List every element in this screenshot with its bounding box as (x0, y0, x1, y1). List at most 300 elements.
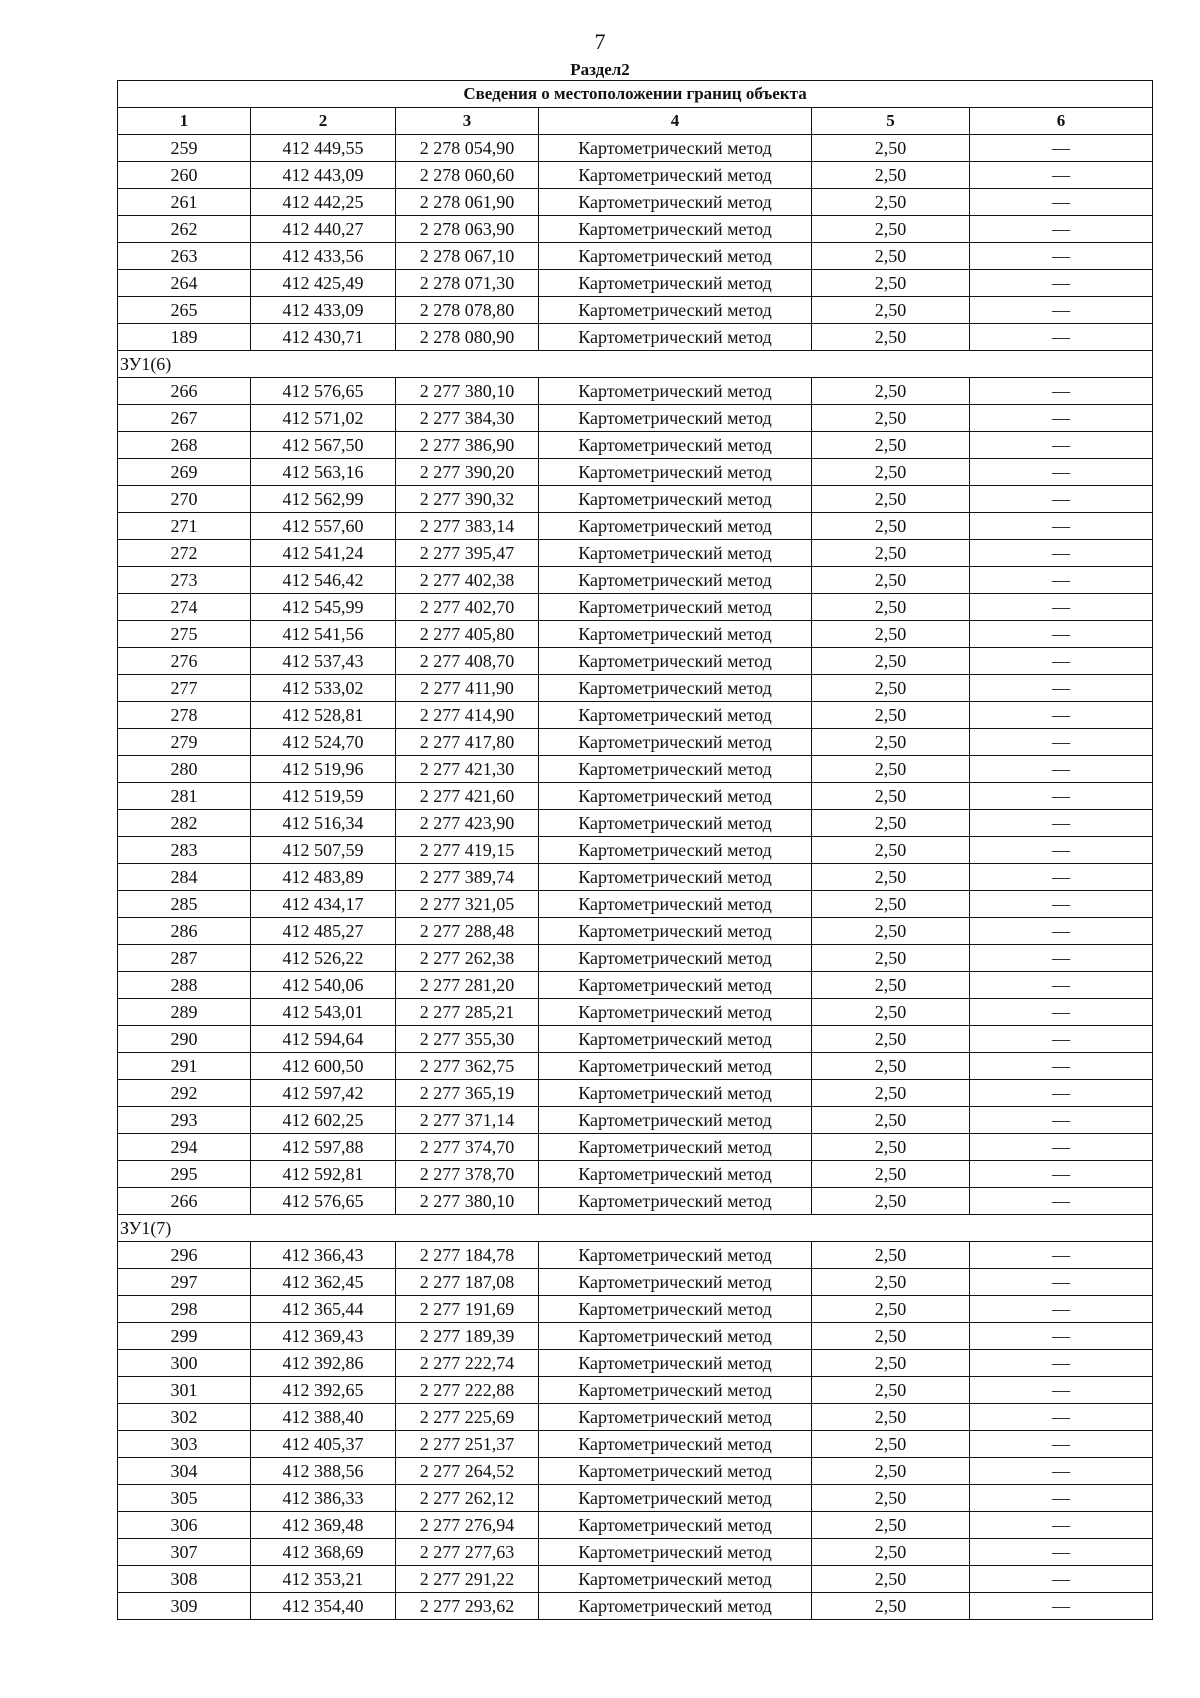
method-cell: Картометрический метод (539, 513, 812, 540)
x-coordinate-cell: 412 567,50 (251, 432, 396, 459)
accuracy-cell: 2,50 (812, 513, 970, 540)
y-coordinate-cell: 2 277 276,94 (396, 1512, 539, 1539)
table-row (118, 1134, 1153, 1161)
method-cell: Картометрический метод (539, 837, 812, 864)
y-coordinate-cell: 2 277 414,90 (396, 702, 539, 729)
x-coordinate-cell: 412 597,88 (251, 1134, 396, 1161)
x-coordinate-cell: 412 366,43 (251, 1242, 396, 1269)
table-title: Сведения о местоположении границ объекта (118, 81, 1153, 108)
accuracy-cell: 2,50 (812, 1161, 970, 1188)
accuracy-cell: 2,50 (812, 189, 970, 216)
accuracy-cell: 2,50 (812, 1242, 970, 1269)
note-cell: — (970, 972, 1153, 999)
point-number-cell: 272 (118, 540, 251, 567)
table-row (118, 135, 1153, 162)
method-cell: Картометрический метод (539, 432, 812, 459)
x-coordinate-cell: 412 368,69 (251, 1539, 396, 1566)
method-cell: Картометрический метод (539, 1458, 812, 1485)
accuracy-cell: 2,50 (812, 1539, 970, 1566)
table-row (118, 1593, 1153, 1620)
method-cell: Картометрический метод (539, 1188, 812, 1215)
x-coordinate-cell: 412 392,86 (251, 1350, 396, 1377)
accuracy-cell: 2,50 (812, 837, 970, 864)
method-cell: Картометрический метод (539, 1269, 812, 1296)
accuracy-cell: 2,50 (812, 621, 970, 648)
note-cell: — (970, 1566, 1153, 1593)
point-number-cell: 289 (118, 999, 251, 1026)
y-coordinate-cell: 2 278 054,90 (396, 135, 539, 162)
accuracy-cell: 2,50 (812, 729, 970, 756)
point-number-cell: 274 (118, 594, 251, 621)
note-cell: — (970, 1323, 1153, 1350)
accuracy-cell: 2,50 (812, 864, 970, 891)
method-cell: Картометрический метод (539, 1242, 812, 1269)
method-cell: Картометрический метод (539, 1431, 812, 1458)
note-cell: — (970, 216, 1153, 243)
x-coordinate-cell: 412 557,60 (251, 513, 396, 540)
note-cell: — (970, 891, 1153, 918)
point-number-cell: 287 (118, 945, 251, 972)
method-cell: Картометрический метод (539, 621, 812, 648)
point-number-cell: 263 (118, 243, 251, 270)
note-cell: — (970, 756, 1153, 783)
point-number-cell: 270 (118, 486, 251, 513)
method-cell: Картометрический метод (539, 405, 812, 432)
note-cell: — (970, 432, 1153, 459)
table-row (118, 1431, 1153, 1458)
note-cell: — (970, 459, 1153, 486)
y-coordinate-cell: 2 277 264,52 (396, 1458, 539, 1485)
x-coordinate-cell: 412 546,42 (251, 567, 396, 594)
point-number-cell: 296 (118, 1242, 251, 1269)
accuracy-cell: 2,50 (812, 378, 970, 405)
accuracy-cell: 2,50 (812, 1053, 970, 1080)
y-coordinate-cell: 2 277 408,70 (396, 648, 539, 675)
note-cell: — (970, 243, 1153, 270)
point-number-cell: 275 (118, 621, 251, 648)
note-cell: — (970, 540, 1153, 567)
method-cell: Картометрический метод (539, 162, 812, 189)
y-coordinate-cell: 2 277 402,70 (396, 594, 539, 621)
column-header: 5 (812, 108, 970, 135)
x-coordinate-cell: 412 541,56 (251, 621, 396, 648)
note-cell: — (970, 729, 1153, 756)
table-row (118, 162, 1153, 189)
x-coordinate-cell: 412 545,99 (251, 594, 396, 621)
point-number-cell: 299 (118, 1323, 251, 1350)
accuracy-cell: 2,50 (812, 810, 970, 837)
accuracy-cell: 2,50 (812, 1080, 970, 1107)
y-coordinate-cell: 2 278 061,90 (396, 189, 539, 216)
point-number-cell: 282 (118, 810, 251, 837)
x-coordinate-cell: 412 442,25 (251, 189, 396, 216)
y-coordinate-cell: 2 277 262,38 (396, 945, 539, 972)
point-number-cell: 297 (118, 1269, 251, 1296)
point-number-cell: 266 (118, 1188, 251, 1215)
y-coordinate-cell: 2 277 222,74 (396, 1350, 539, 1377)
accuracy-cell: 2,50 (812, 594, 970, 621)
y-coordinate-cell: 2 277 365,19 (396, 1080, 539, 1107)
point-number-cell: 303 (118, 1431, 251, 1458)
note-cell: — (970, 189, 1153, 216)
y-coordinate-cell: 2 277 277,63 (396, 1539, 539, 1566)
y-coordinate-cell: 2 277 421,60 (396, 783, 539, 810)
group-header-row (118, 351, 1153, 378)
table-row (118, 729, 1153, 756)
x-coordinate-cell: 412 386,33 (251, 1485, 396, 1512)
y-coordinate-cell: 2 277 386,90 (396, 432, 539, 459)
note-cell: — (970, 1188, 1153, 1215)
x-coordinate-cell: 412 507,59 (251, 837, 396, 864)
table-row (118, 1188, 1153, 1215)
point-number-cell: 286 (118, 918, 251, 945)
point-number-cell: 306 (118, 1512, 251, 1539)
table-row (118, 486, 1153, 513)
accuracy-cell: 2,50 (812, 216, 970, 243)
method-cell: Картометрический метод (539, 1593, 812, 1620)
point-number-cell: 294 (118, 1134, 251, 1161)
table-row (118, 918, 1153, 945)
page-number: 7 (594, 29, 606, 54)
note-cell: — (970, 1458, 1153, 1485)
x-coordinate-cell: 412 516,34 (251, 810, 396, 837)
table-row (118, 621, 1153, 648)
table-row (118, 1404, 1153, 1431)
note-cell: — (970, 1485, 1153, 1512)
table-row (118, 972, 1153, 999)
table-row (118, 1107, 1153, 1134)
accuracy-cell: 2,50 (812, 1566, 970, 1593)
point-number-cell: 273 (118, 567, 251, 594)
point-number-cell: 308 (118, 1566, 251, 1593)
x-coordinate-cell: 412 369,43 (251, 1323, 396, 1350)
y-coordinate-cell: 2 277 288,48 (396, 918, 539, 945)
x-coordinate-cell: 412 449,55 (251, 135, 396, 162)
table-row (118, 243, 1153, 270)
accuracy-cell: 2,50 (812, 1026, 970, 1053)
accuracy-cell: 2,50 (812, 648, 970, 675)
method-cell: Картометрический метод (539, 378, 812, 405)
method-cell: Картометрический метод (539, 891, 812, 918)
note-cell: — (970, 1539, 1153, 1566)
table-row (118, 702, 1153, 729)
accuracy-cell: 2,50 (812, 324, 970, 351)
point-number-cell: 276 (118, 648, 251, 675)
accuracy-cell: 2,50 (812, 972, 970, 999)
x-coordinate-cell: 412 519,96 (251, 756, 396, 783)
note-cell: — (970, 999, 1153, 1026)
x-coordinate-cell: 412 563,16 (251, 459, 396, 486)
point-number-cell: 278 (118, 702, 251, 729)
x-coordinate-cell: 412 392,65 (251, 1377, 396, 1404)
y-coordinate-cell: 2 277 389,74 (396, 864, 539, 891)
accuracy-cell: 2,50 (812, 1350, 970, 1377)
y-coordinate-cell: 2 278 080,90 (396, 324, 539, 351)
y-coordinate-cell: 2 277 378,70 (396, 1161, 539, 1188)
accuracy-cell: 2,50 (812, 243, 970, 270)
table-row (118, 1458, 1153, 1485)
accuracy-cell: 2,50 (812, 756, 970, 783)
table-row (118, 1512, 1153, 1539)
note-cell: — (970, 675, 1153, 702)
x-coordinate-cell: 412 576,65 (251, 1188, 396, 1215)
table-row (118, 216, 1153, 243)
x-coordinate-cell: 412 353,21 (251, 1566, 396, 1593)
x-coordinate-cell: 412 405,37 (251, 1431, 396, 1458)
point-number-cell: 291 (118, 1053, 251, 1080)
method-cell: Картометрический метод (539, 918, 812, 945)
note-cell: — (970, 1161, 1153, 1188)
accuracy-cell: 2,50 (812, 1134, 970, 1161)
table-row (118, 1269, 1153, 1296)
point-number-cell: 284 (118, 864, 251, 891)
column-header: 2 (251, 108, 396, 135)
y-coordinate-cell: 2 277 222,88 (396, 1377, 539, 1404)
table-body (118, 135, 1153, 1620)
table-row (118, 1323, 1153, 1350)
table-row (118, 1566, 1153, 1593)
table-row (118, 1296, 1153, 1323)
note-cell: — (970, 837, 1153, 864)
x-coordinate-cell: 412 519,59 (251, 783, 396, 810)
note-cell: — (970, 1242, 1153, 1269)
method-cell: Картометрический метод (539, 270, 812, 297)
point-number-cell: 285 (118, 891, 251, 918)
accuracy-cell: 2,50 (812, 1296, 970, 1323)
y-coordinate-cell: 2 277 374,70 (396, 1134, 539, 1161)
accuracy-cell: 2,50 (812, 1485, 970, 1512)
y-coordinate-cell: 2 277 421,30 (396, 756, 539, 783)
accuracy-cell: 2,50 (812, 459, 970, 486)
section-title: Раздел2 (570, 60, 630, 79)
note-cell: — (970, 1107, 1153, 1134)
table-row (118, 513, 1153, 540)
method-cell: Картометрический метод (539, 216, 812, 243)
accuracy-cell: 2,50 (812, 1404, 970, 1431)
table-row (118, 999, 1153, 1026)
table-row (118, 378, 1153, 405)
note-cell: — (970, 702, 1153, 729)
accuracy-cell: 2,50 (812, 162, 970, 189)
note-cell: — (970, 1404, 1153, 1431)
table-row (118, 648, 1153, 675)
x-coordinate-cell: 412 537,43 (251, 648, 396, 675)
method-cell: Картометрический метод (539, 324, 812, 351)
point-number-cell: 262 (118, 216, 251, 243)
note-cell: — (970, 1269, 1153, 1296)
point-number-cell: 290 (118, 1026, 251, 1053)
method-cell: Картометрический метод (539, 702, 812, 729)
y-coordinate-cell: 2 277 293,62 (396, 1593, 539, 1620)
table-row (118, 1485, 1153, 1512)
accuracy-cell: 2,50 (812, 540, 970, 567)
method-cell: Картометрический метод (539, 1350, 812, 1377)
x-coordinate-cell: 412 425,49 (251, 270, 396, 297)
accuracy-cell: 2,50 (812, 783, 970, 810)
y-coordinate-cell: 2 277 384,30 (396, 405, 539, 432)
accuracy-cell: 2,50 (812, 945, 970, 972)
y-coordinate-cell: 2 277 285,21 (396, 999, 539, 1026)
accuracy-cell: 2,50 (812, 891, 970, 918)
point-number-cell: 279 (118, 729, 251, 756)
accuracy-cell: 2,50 (812, 1269, 970, 1296)
y-coordinate-cell: 2 277 321,05 (396, 891, 539, 918)
accuracy-cell: 2,50 (812, 1323, 970, 1350)
note-cell: — (970, 594, 1153, 621)
table-row (118, 432, 1153, 459)
table-row (118, 837, 1153, 864)
y-coordinate-cell: 2 278 071,30 (396, 270, 539, 297)
method-cell: Картометрический метод (539, 945, 812, 972)
note-cell: — (970, 783, 1153, 810)
point-number-cell: 301 (118, 1377, 251, 1404)
table-row (118, 270, 1153, 297)
x-coordinate-cell: 412 524,70 (251, 729, 396, 756)
x-coordinate-cell: 412 430,71 (251, 324, 396, 351)
x-coordinate-cell: 412 600,50 (251, 1053, 396, 1080)
note-cell: — (970, 1377, 1153, 1404)
method-cell: Картометрический метод (539, 1161, 812, 1188)
column-header: 4 (539, 108, 812, 135)
note-cell: — (970, 810, 1153, 837)
column-header: 6 (970, 108, 1153, 135)
table-row (118, 297, 1153, 324)
note-cell: — (970, 1350, 1153, 1377)
point-number-cell: 267 (118, 405, 251, 432)
column-header: 1 (118, 108, 251, 135)
table-row (118, 459, 1153, 486)
method-cell: Картометрический метод (539, 1566, 812, 1593)
y-coordinate-cell: 2 277 355,30 (396, 1026, 539, 1053)
point-number-cell: 189 (118, 324, 251, 351)
method-cell: Картометрический метод (539, 1485, 812, 1512)
group-header-row (118, 1215, 1153, 1242)
method-cell: Картометрический метод (539, 540, 812, 567)
point-number-cell: 269 (118, 459, 251, 486)
x-coordinate-cell: 412 362,45 (251, 1269, 396, 1296)
method-cell: Картометрический метод (539, 243, 812, 270)
table-row (118, 405, 1153, 432)
y-coordinate-cell: 2 277 371,14 (396, 1107, 539, 1134)
note-cell: — (970, 1026, 1153, 1053)
note-cell: — (970, 864, 1153, 891)
y-coordinate-cell: 2 277 262,12 (396, 1485, 539, 1512)
note-cell: — (970, 378, 1153, 405)
accuracy-cell: 2,50 (812, 1188, 970, 1215)
note-cell: — (970, 270, 1153, 297)
y-coordinate-cell: 2 277 402,38 (396, 567, 539, 594)
y-coordinate-cell: 2 278 060,60 (396, 162, 539, 189)
y-coordinate-cell: 2 277 189,39 (396, 1323, 539, 1350)
x-coordinate-cell: 412 541,24 (251, 540, 396, 567)
x-coordinate-cell: 412 597,42 (251, 1080, 396, 1107)
method-cell: Картометрический метод (539, 486, 812, 513)
note-cell: — (970, 162, 1153, 189)
x-coordinate-cell: 412 592,81 (251, 1161, 396, 1188)
accuracy-cell: 2,50 (812, 1377, 970, 1404)
x-coordinate-cell: 412 540,06 (251, 972, 396, 999)
note-cell: — (970, 567, 1153, 594)
method-cell: Картометрический метод (539, 783, 812, 810)
point-number-cell: 300 (118, 1350, 251, 1377)
method-cell: Картометрический метод (539, 864, 812, 891)
table-row (118, 1080, 1153, 1107)
table-row (118, 864, 1153, 891)
y-coordinate-cell: 2 277 184,78 (396, 1242, 539, 1269)
table-row (118, 1242, 1153, 1269)
point-number-cell: 298 (118, 1296, 251, 1323)
note-cell: — (970, 486, 1153, 513)
table-row (118, 1053, 1153, 1080)
x-coordinate-cell: 412 388,40 (251, 1404, 396, 1431)
method-cell: Картометрический метод (539, 1080, 812, 1107)
y-coordinate-cell: 2 277 281,20 (396, 972, 539, 999)
method-cell: Картометрический метод (539, 297, 812, 324)
table-row (118, 675, 1153, 702)
point-number-cell: 259 (118, 135, 251, 162)
method-cell: Картометрический метод (539, 135, 812, 162)
y-coordinate-cell: 2 277 390,32 (396, 486, 539, 513)
point-number-cell: 288 (118, 972, 251, 999)
table-title-row (118, 81, 1153, 108)
y-coordinate-cell: 2 277 291,22 (396, 1566, 539, 1593)
table-row (118, 540, 1153, 567)
table-row (118, 594, 1153, 621)
method-cell: Картометрический метод (539, 1404, 812, 1431)
note-cell: — (970, 1512, 1153, 1539)
y-coordinate-cell: 2 277 390,20 (396, 459, 539, 486)
point-number-cell: 283 (118, 837, 251, 864)
method-cell: Картометрический метод (539, 567, 812, 594)
x-coordinate-cell: 412 483,89 (251, 864, 396, 891)
y-coordinate-cell: 2 278 067,10 (396, 243, 539, 270)
accuracy-cell: 2,50 (812, 702, 970, 729)
table-row (118, 1161, 1153, 1188)
note-cell: — (970, 513, 1153, 540)
table-row (118, 783, 1153, 810)
method-cell: Картометрический метод (539, 1026, 812, 1053)
method-cell: Картометрический метод (539, 1296, 812, 1323)
note-cell: — (970, 1053, 1153, 1080)
x-coordinate-cell: 412 562,99 (251, 486, 396, 513)
y-coordinate-cell: 2 277 417,80 (396, 729, 539, 756)
point-number-cell: 264 (118, 270, 251, 297)
point-number-cell: 277 (118, 675, 251, 702)
x-coordinate-cell: 412 533,02 (251, 675, 396, 702)
method-cell: Картометрический метод (539, 648, 812, 675)
table-row (118, 810, 1153, 837)
point-number-cell: 307 (118, 1539, 251, 1566)
table-row (118, 1026, 1153, 1053)
point-number-cell: 260 (118, 162, 251, 189)
x-coordinate-cell: 412 365,44 (251, 1296, 396, 1323)
y-coordinate-cell: 2 277 395,47 (396, 540, 539, 567)
table-row (118, 945, 1153, 972)
x-coordinate-cell: 412 528,81 (251, 702, 396, 729)
point-number-cell: 261 (118, 189, 251, 216)
x-coordinate-cell: 412 433,56 (251, 243, 396, 270)
y-coordinate-cell: 2 277 362,75 (396, 1053, 539, 1080)
note-cell: — (970, 648, 1153, 675)
y-coordinate-cell: 2 277 419,15 (396, 837, 539, 864)
x-coordinate-cell: 412 485,27 (251, 918, 396, 945)
method-cell: Картометрический метод (539, 1539, 812, 1566)
method-cell: Картометрический метод (539, 1134, 812, 1161)
method-cell: Картометрический метод (539, 675, 812, 702)
method-cell: Картометрический метод (539, 594, 812, 621)
point-number-cell: 280 (118, 756, 251, 783)
point-number-cell: 302 (118, 1404, 251, 1431)
